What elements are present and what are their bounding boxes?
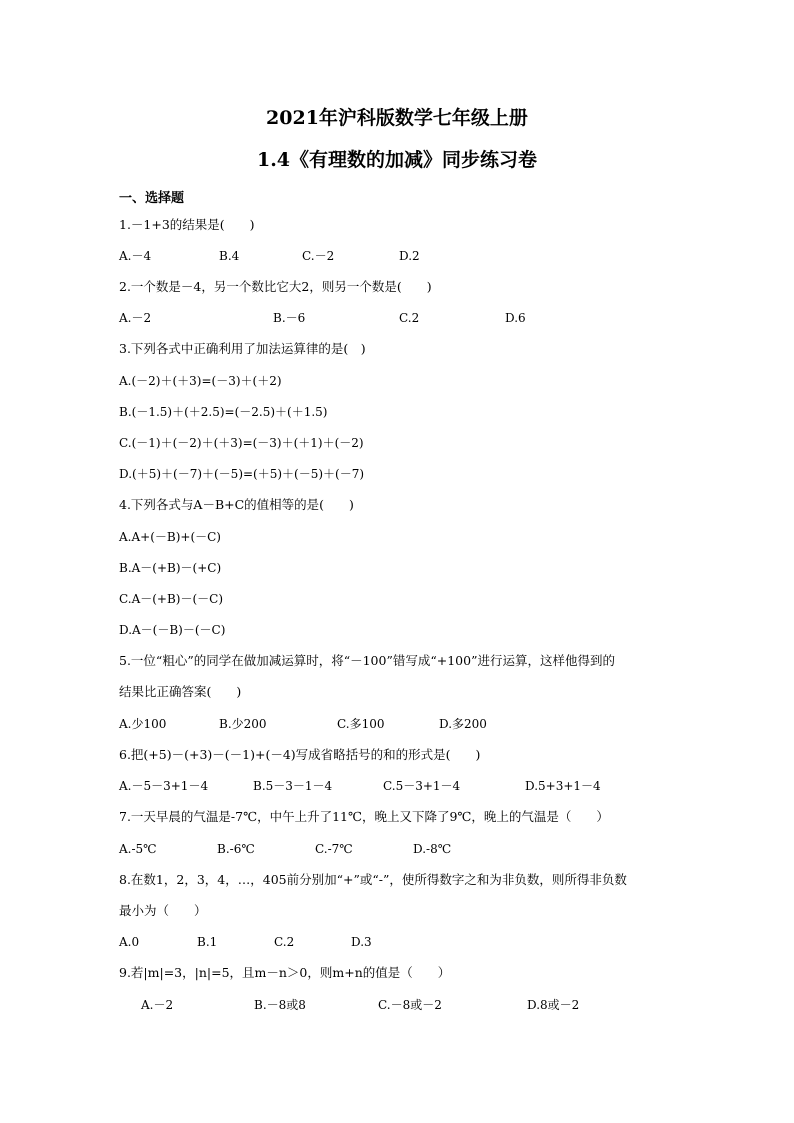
option-d: D.-8℃ <box>413 842 452 856</box>
question-2-options <box>119 310 719 326</box>
option-d: D.2 <box>399 249 420 263</box>
option-c: C.－2 <box>302 249 335 263</box>
option-c: C.5－3+1－4 <box>383 779 461 793</box>
question-8-options <box>119 934 719 950</box>
option-c: C.2 <box>399 311 420 325</box>
question-5: 5.一位“粗心”的同学在做加减运算时，将“－100”错写成“+100”进行运算，这样他得到的 <box>119 653 615 668</box>
option-b: B.4 <box>219 249 240 263</box>
question-7: 7.一天早晨的气温是-7℃，中午上升了11℃，晚上又下降了9℃，晚上的气温是（ ） <box>119 809 609 824</box>
option-a: A.－5－3+1－4 <box>119 779 209 793</box>
option-c: C.多100 <box>337 717 385 731</box>
question-6: 6.把(+5)－(+3)－(－1)+(－4)写成省略括号的和的形式是( ) <box>119 747 481 762</box>
option-b: B.5－3－1－4 <box>253 779 333 793</box>
option-b: B.少200 <box>219 717 267 731</box>
option-d: D.8或－2 <box>527 998 580 1012</box>
option-c: C.A－(+B)－(－C) <box>119 592 224 606</box>
option-c: C.-7℃ <box>315 842 353 856</box>
option-a: A.－2 <box>141 998 174 1012</box>
option-a: A.－4 <box>119 249 152 263</box>
question-1: 1.－1+3的结果是( ) <box>119 217 255 232</box>
option-b: B.(－1.5)＋(＋2.5)=(－2.5)＋(＋1.5) <box>119 405 328 419</box>
option-d: D.3 <box>351 935 372 949</box>
question-9: 9.若|m|=3，|n|=5，且m－n＞0，则m+n的值是（ ） <box>119 965 451 980</box>
option-a: A.-5℃ <box>119 842 157 856</box>
option-a: A.A+(－B)+(－C) <box>119 530 221 544</box>
question-8-continued: 最小为（ ） <box>119 903 207 918</box>
option-b: B.－8或8 <box>254 998 306 1012</box>
option-c: C.－8或－2 <box>378 998 442 1012</box>
option-b: B.A－(+B)－(+C) <box>119 561 222 575</box>
option-d: D.5+3+1－4 <box>525 779 601 793</box>
option-c: C.2 <box>274 935 295 949</box>
document-title: 2021年沪科版数学七年级上册 <box>266 107 528 129</box>
question-2: 2.一个数是－4，另一个数比它大2，则另一个数是( ) <box>119 279 432 294</box>
question-9-options <box>119 997 719 1013</box>
option-a: A.0 <box>119 935 140 949</box>
option-d: D.多200 <box>439 717 487 731</box>
question-8: 8.在数1，2，3，4，…，405前分别加“+”或“-”，使所得数字之和为非负数，则所得非负数 <box>119 872 627 887</box>
option-d: D.A－(－B)－(－C) <box>119 623 226 637</box>
document-subtitle: 1.4《有理数的加减》同步练习卷 <box>256 149 538 171</box>
option-b: B.－6 <box>273 311 306 325</box>
option-a: A.－2 <box>119 311 152 325</box>
question-6-options <box>119 778 719 794</box>
option-d: D.(＋5)＋(－7)＋(－5)=(＋5)＋(－5)＋(－7) <box>119 467 365 481</box>
option-c: C.(－1)＋(－2)＋(＋3)=(－3)＋(＋1)＋(－2) <box>119 436 364 450</box>
section-heading: 一、选择题 <box>119 191 185 206</box>
option-b: B.-6℃ <box>217 842 255 856</box>
question-1-options <box>119 248 719 264</box>
option-a: A.(－2)＋(＋3)=(－3)＋(＋2) <box>119 374 282 388</box>
question-4: 4.下列各式与A－B+C的值相等的是( ) <box>119 497 354 512</box>
question-5-options <box>119 716 719 732</box>
option-d: D.6 <box>505 311 526 325</box>
question-3: 3.下列各式中正确利用了加法运算律的是( ) <box>119 341 366 356</box>
option-b: B.1 <box>197 935 218 949</box>
question-7-options <box>119 841 719 857</box>
question-5-continued: 结果比正确答案( ) <box>119 684 242 699</box>
option-a: A.少100 <box>119 717 167 731</box>
